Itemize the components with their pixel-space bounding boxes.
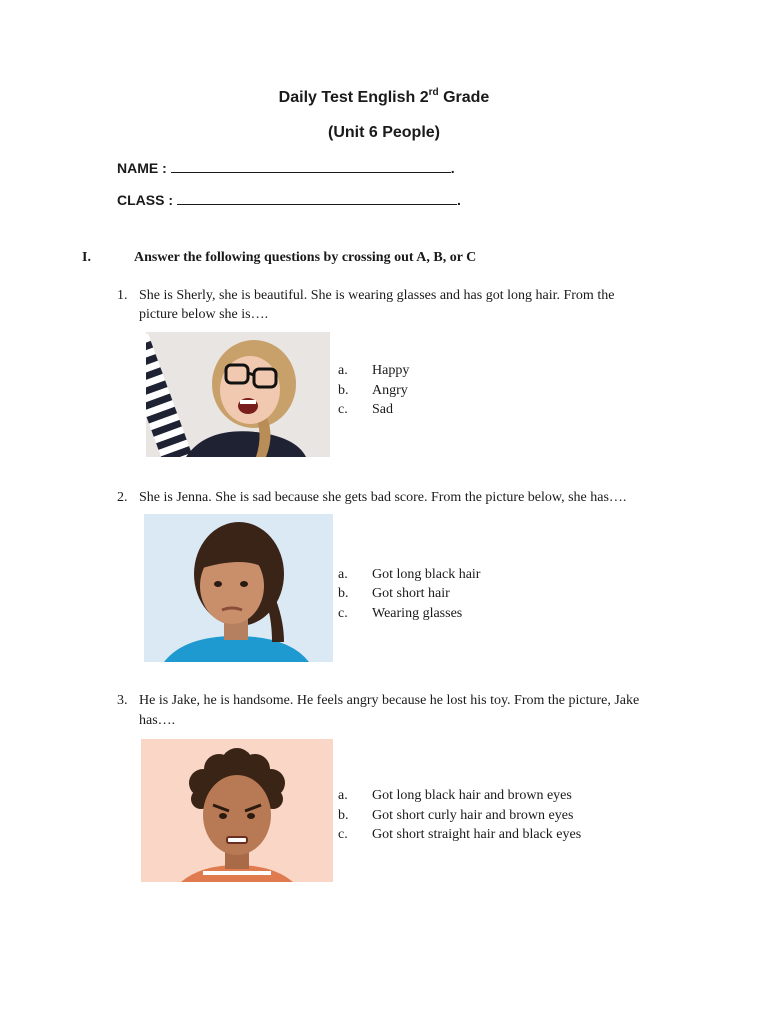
class-field-end: . <box>457 192 461 208</box>
question-3-option-a-letter: a. <box>338 788 348 803</box>
question-2-option-c[interactable]: Wearing glasses <box>372 606 463 621</box>
section-number: I. <box>82 250 91 265</box>
title-end: Grade <box>438 89 490 106</box>
question-2-line-1: She is Jenna. She is sad because she gets bad score. From the picture below, she has…. <box>139 490 627 505</box>
question-3-option-b-letter: b. <box>338 808 349 823</box>
sad-girl-image <box>144 514 333 662</box>
question-2-photo <box>144 514 333 662</box>
class-field <box>117 192 461 208</box>
title-main: Daily Test English 2 <box>278 89 429 106</box>
question-1-option-b-letter: b. <box>338 383 349 398</box>
class-label: CLASS : <box>117 192 173 208</box>
question-2-option-b-letter: b. <box>338 586 349 601</box>
angry-boy-image <box>141 739 333 882</box>
name-blank-line[interactable] <box>171 160 451 173</box>
smiling-girl-glasses-image <box>146 332 330 457</box>
question-1-option-a-letter: a. <box>338 363 348 378</box>
section-instruction: Answer the following questions by crossing out A, B, or C <box>134 250 477 265</box>
question-1-option-c[interactable]: Sad <box>372 402 393 417</box>
question-3-number: 3. <box>117 693 128 708</box>
question-3-option-c[interactable]: Got short straight hair and black eyes <box>372 827 582 842</box>
question-2-option-a[interactable]: Got long black hair <box>372 567 481 582</box>
question-1-number: 1. <box>117 288 128 303</box>
question-1-option-a[interactable]: Happy <box>372 363 410 378</box>
question-3-line-1: He is Jake, he is handsome. He feels angry because he lost his toy. From the picture, Jake <box>139 693 640 708</box>
question-3-line-2: has…. <box>139 713 176 728</box>
question-1-photo <box>146 332 330 457</box>
question-2-number: 2. <box>117 490 128 505</box>
question-1-line-2: picture below she is…. <box>139 307 269 322</box>
class-blank-line[interactable] <box>177 192 457 205</box>
question-3-option-b[interactable]: Got short curly hair and brown eyes <box>372 808 574 823</box>
question-3-option-c-letter: c. <box>338 827 348 842</box>
name-label: NAME : <box>117 160 167 176</box>
page-title <box>0 89 768 107</box>
question-2-option-b[interactable]: Got short hair <box>372 586 450 601</box>
question-1-option-b[interactable]: Angry <box>372 383 408 398</box>
page-subtitle: (Unit 6 People) <box>327 124 440 141</box>
question-2-option-c-letter: c. <box>338 606 348 621</box>
question-1-line-1: She is Sherly, she is beautiful. She is wearing glasses and has got long hair. From the <box>139 288 615 303</box>
name-field-end: . <box>450 160 455 176</box>
name-field <box>117 160 455 176</box>
question-3-option-a[interactable]: Got long black hair and brown eyes <box>372 788 572 803</box>
question-3-photo <box>141 739 333 882</box>
title-superscript: rd <box>428 87 439 98</box>
question-1-option-c-letter: c. <box>338 402 348 417</box>
question-2-option-a-letter: a. <box>338 567 348 582</box>
